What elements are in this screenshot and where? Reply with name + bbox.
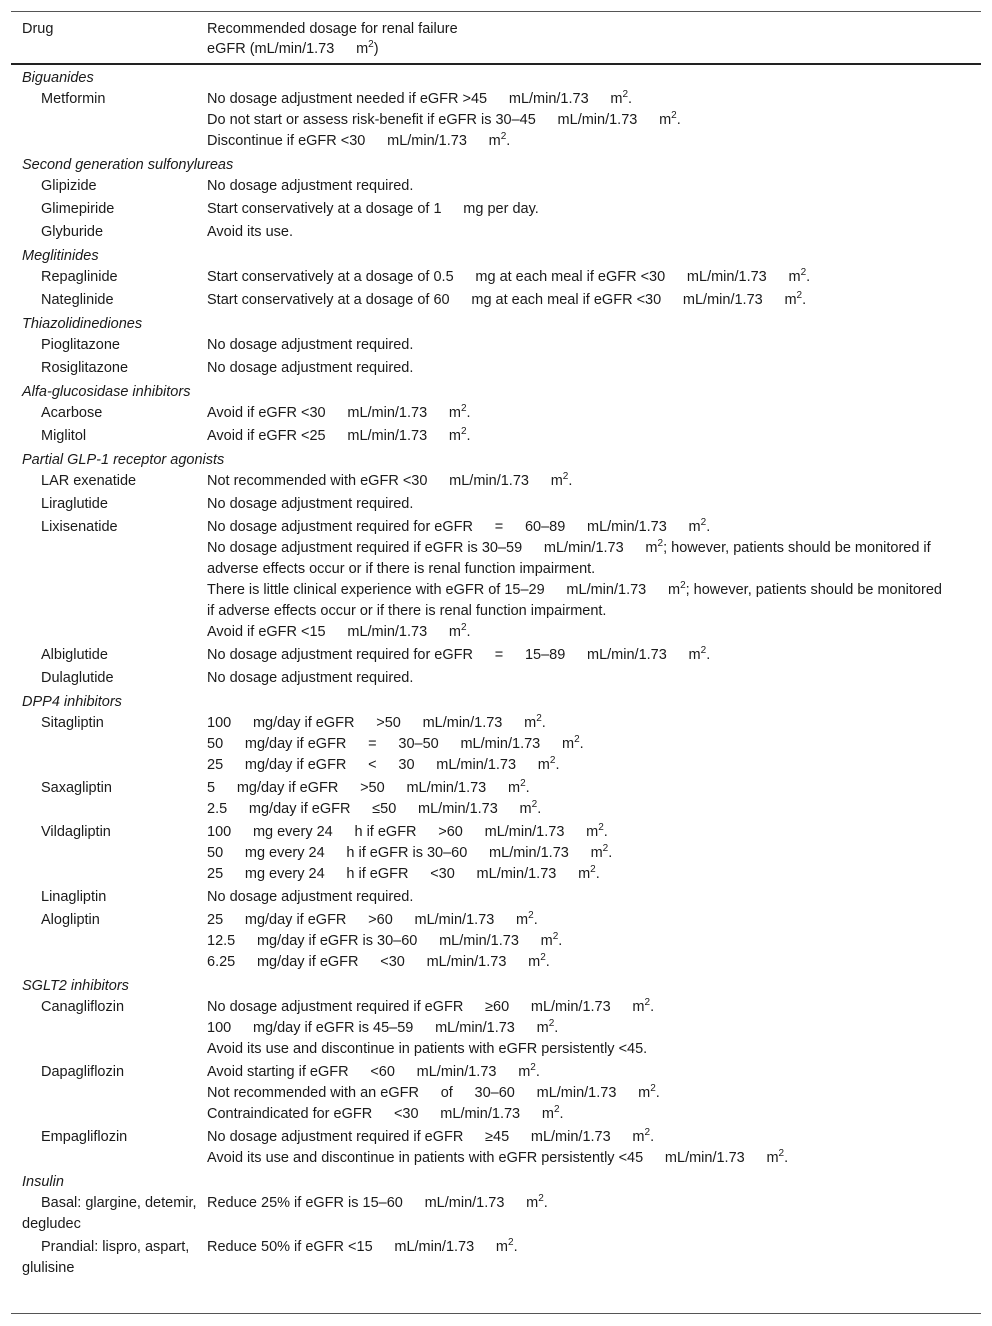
dosage-text-end: . <box>802 292 807 308</box>
dosage-text-end: . <box>541 715 546 731</box>
dosage-text-end: . <box>706 519 711 535</box>
table-row <box>11 426 981 447</box>
dosage-line <box>207 517 951 538</box>
dosage-cell <box>207 887 981 908</box>
table-row <box>11 222 981 243</box>
dosage-cell <box>207 199 981 220</box>
category-heading: SGLT2 inhibitors <box>22 978 129 994</box>
dosage-cell <box>207 426 981 447</box>
dosage-text-end: ; however, patients should be monitored if adverse effects occur or if there is renal function impairment. <box>207 582 942 619</box>
drug-name: Miglitol <box>41 428 87 444</box>
dosage-text: Reduce 50% if eGFR <15 mL/min/1.73 m <box>207 1239 508 1255</box>
dosage-line <box>207 1104 951 1125</box>
dosage-cell <box>207 997 981 1060</box>
table-row <box>11 358 981 379</box>
dosage-line <box>207 426 951 447</box>
dosage-cell <box>207 176 981 197</box>
dosage-text-end: . <box>559 1106 564 1122</box>
dosage-text: Discontinue if eGFR <30 mL/min/1.73 m <box>207 133 501 149</box>
category-heading: Meglitinides <box>22 248 99 264</box>
dosage-line <box>207 622 951 643</box>
unit-superscript: 2 <box>538 1193 544 1204</box>
dosage-line <box>207 778 951 799</box>
category-heading: Partial GLP-1 receptor agonists <box>22 452 225 468</box>
dosage-text: Avoid if eGFR <25 mL/min/1.73 m <box>207 428 461 444</box>
header-dosage-line1: Recommended dosage for renal failure <box>207 21 458 37</box>
drug-name: Alogliptin <box>41 912 100 928</box>
dosage-cell <box>207 668 981 689</box>
drug-name: Basal: glargine, detemir, degludec <box>22 1195 197 1232</box>
dosage-cell <box>207 290 981 311</box>
dosage-text: Start conservatively at a dosage of 0.5 mg at each meal if eGFR <30 mL/min/1.73 m <box>207 269 801 285</box>
drug-name: Sitagliptin <box>41 715 104 731</box>
dosage-text-end: . <box>595 866 600 882</box>
unit-superscript: 2 <box>552 931 559 942</box>
unit-superscript: 2 <box>520 778 526 789</box>
table-row <box>11 517 981 643</box>
dosage-text: 25 mg/day if eGFR < 30 mL/min/1.73 m <box>207 757 550 773</box>
dosage-text: 2.5 mg/day if eGFR ≤50 mL/min/1.73 m <box>207 801 532 817</box>
dosage-text: 12.5 mg/day if eGFR is 30–60 mL/min/1.73 m <box>207 933 553 949</box>
dosage-text-end: . <box>706 647 711 663</box>
dosage-line <box>207 199 951 220</box>
drug-name: Pioglitazone <box>41 337 120 353</box>
unit-superscript: 2 <box>671 110 677 121</box>
dosage-text: 50 mg every 24 h if eGFR is 30–60 mL/min/1.73 m <box>207 845 603 861</box>
unit-superscript: 2 <box>644 1127 651 1138</box>
dosage-line <box>207 755 951 776</box>
dosage-text: Start conservatively at a dosage of 60 mg at each meal if eGFR <30 mL/min/1.73 m <box>207 292 797 308</box>
dosage-cell <box>207 471 981 492</box>
dosage-text: 100 mg/day if eGFR is 45–59 mL/min/1.73 m <box>207 1020 549 1036</box>
dosage-line <box>207 176 951 197</box>
dosage-cell <box>207 1193 981 1235</box>
drug-name: Prandial: lispro, aspart, glulisine <box>22 1239 190 1276</box>
dosage-text-end: . <box>466 405 471 421</box>
table-row <box>11 335 981 356</box>
dosage-text: Start conservatively at a dosage of 1 mg per day. <box>207 201 539 217</box>
drug-name: Dapagliflozin <box>41 1064 125 1080</box>
dosage-cell <box>207 267 981 288</box>
dosage-line <box>207 1083 951 1104</box>
unit-superscript: 2 <box>460 426 467 437</box>
dosage-text-end: . <box>650 1129 655 1145</box>
dosage-text-end: . <box>543 1195 548 1211</box>
drug-name: Saxagliptin <box>41 780 112 796</box>
dosage-text: 100 mg/day if eGFR >50 mL/min/1.73 m <box>207 715 537 731</box>
drug-name: Acarbose <box>41 405 103 421</box>
dosage-text: Do not start or assess risk-benefit if eGFR is 30–45 mL/min/1.73 m <box>207 112 672 128</box>
dosage-text: No dosage adjustment required if eGFR ≥45 mL/min/1.73 m <box>207 1129 645 1145</box>
drug-name: LAR exenatide <box>41 473 137 489</box>
table-row <box>11 176 981 197</box>
unit-superscript: 2 <box>602 843 609 854</box>
dosage-text: Avoid if eGFR <30 mL/min/1.73 m <box>207 405 461 421</box>
category-heading: Thiazolidinediones <box>22 316 143 332</box>
dosage-line <box>207 538 951 580</box>
dosage-line <box>207 668 951 689</box>
dosage-text: There is little clinical experience with eGFR of 15–29 mL/min/1.73 m <box>207 582 681 598</box>
unit-superscript: 2 <box>574 734 580 745</box>
dosage-text: No dosage adjustment required if eGFR is 30–59 mL/min/1.73 m <box>207 540 658 556</box>
dosage-line <box>207 1127 951 1148</box>
dosage-line <box>207 267 951 288</box>
dosage-line <box>207 290 951 311</box>
table-row <box>11 713 981 776</box>
dosage-text-end: . <box>579 736 584 752</box>
table-row <box>11 1127 981 1169</box>
dosage-line <box>207 494 951 515</box>
dosage-text: No dosage adjustment required if eGFR ≥60 mL/min/1.73 m <box>207 999 645 1015</box>
dosage-cell <box>207 645 981 666</box>
dosage-text: Not recommended with eGFR <30 mL/min/1.73 m <box>207 473 563 489</box>
drug-name: Glipizide <box>41 178 97 194</box>
table-header-rule <box>11 63 981 65</box>
drug-name: Linagliptin <box>41 889 107 905</box>
table-row <box>11 910 981 973</box>
dosage-text-end: . <box>628 91 633 107</box>
dosage-line <box>207 131 951 152</box>
dosage-line <box>207 335 951 356</box>
drug-name: Canagliflozin <box>41 999 125 1015</box>
dosage-line <box>207 843 951 864</box>
drug-name: Rosiglitazone <box>41 360 129 376</box>
dosage-text-end: . <box>603 824 608 840</box>
header-unit-end: ) <box>373 41 379 57</box>
dosage-text: 100 mg every 24 h if eGFR >60 mL/min/1.73 m <box>207 824 599 840</box>
dosage-line <box>207 222 951 243</box>
unit-superscript: 2 <box>460 403 467 414</box>
dosage-cell <box>207 222 981 243</box>
unit-superscript: 2 <box>657 538 664 549</box>
dosage-line <box>207 1193 951 1214</box>
unit-superscript: 2 <box>531 799 538 810</box>
header-drug: Drug <box>22 21 54 37</box>
dosage-text: No dosage adjustment required. <box>207 337 414 353</box>
dosage-line <box>207 799 951 820</box>
dosage-text: No dosage adjustment required. <box>207 360 414 376</box>
dosage-line <box>207 713 951 734</box>
dosage-cell <box>207 1237 981 1279</box>
table-row <box>11 267 981 288</box>
unit-superscript: 2 <box>460 622 467 633</box>
dosage-cell <box>207 517 981 643</box>
drug-name: Nateglinide <box>41 292 114 308</box>
dosage-text-end: . <box>466 428 471 444</box>
dosage-text: Avoid its use and discontinue in patients with eGFR persistently <45 mL/min/1.73 m <box>207 1150 779 1166</box>
table-row <box>11 89 981 152</box>
dosage-text: Avoid starting if eGFR <60 mL/min/1.73 m <box>207 1064 531 1080</box>
dosage-line <box>207 1237 951 1258</box>
unit-superscript: 2 <box>562 471 569 482</box>
dosage-text-end: . <box>784 1150 789 1166</box>
dosage-text: No dosage adjustment required. <box>207 178 414 194</box>
dosage-text-end: . <box>466 624 471 640</box>
unit-superscript: 2 <box>622 89 629 100</box>
category-heading: DPP4 inhibitors <box>22 694 122 710</box>
dosage-line <box>207 931 951 952</box>
unit-superscript: 2 <box>590 864 596 875</box>
dosage-cell <box>207 713 981 776</box>
dosage-text: No dosage adjustment needed if eGFR >45 mL/min/1.73 m <box>207 91 623 107</box>
drug-name: Dulaglutide <box>41 670 114 686</box>
unit-superscript: 2 <box>528 910 534 921</box>
unit-superscript: 2 <box>549 755 556 766</box>
dosage-text-end: . <box>537 801 542 817</box>
dosage-line <box>207 1018 951 1039</box>
unit-superscript: 2 <box>778 1148 785 1159</box>
unit-superscript: 2 <box>700 517 707 528</box>
dosage-line <box>207 110 951 131</box>
dosage-line <box>207 864 951 885</box>
drug-name: Glyburide <box>41 224 104 240</box>
dosage-text-end: . <box>554 1020 559 1036</box>
table-row <box>11 199 981 220</box>
dosage-line <box>207 952 951 973</box>
category-heading: Second generation sulfonylureas <box>22 157 234 173</box>
dosage-line <box>207 358 951 379</box>
table-row <box>11 822 981 885</box>
table-row <box>11 494 981 515</box>
dosage-cell <box>207 910 981 973</box>
dosage-cell <box>207 335 981 356</box>
header-dosage <box>207 19 977 59</box>
unit-superscript: 2 <box>800 267 807 278</box>
dosage-line <box>207 471 951 492</box>
category-heading: Insulin <box>22 1174 64 1190</box>
dosage-cell <box>207 494 981 515</box>
drug-name: Vildagliptin <box>41 824 111 840</box>
header-unit-sup: 2 <box>368 39 374 50</box>
dosage-line <box>207 403 951 424</box>
dosage-text: 25 mg every 24 h if eGFR <30 mL/min/1.73 m <box>207 866 591 882</box>
dosage-text-end: . <box>650 999 655 1015</box>
header-unit-text: eGFR (mL/min/1.73 m <box>207 41 369 57</box>
table-row <box>11 645 981 666</box>
dosage-text-end: . <box>555 757 560 773</box>
dosage-text: Reduce 25% if eGFR is 15–60 mL/min/1.73 m <box>207 1195 539 1211</box>
dosage-line <box>207 887 951 908</box>
drug-name: Lixisenatide <box>41 519 118 535</box>
table-row <box>11 997 981 1060</box>
dosage-text: No dosage adjustment required. <box>207 496 414 512</box>
table-bottom-rule <box>11 1313 981 1314</box>
unit-superscript: 2 <box>680 580 686 591</box>
dosage-line <box>207 580 951 622</box>
dosage-text-end: . <box>545 954 550 970</box>
dosage-cell <box>207 1127 981 1169</box>
unit-superscript: 2 <box>540 952 546 963</box>
dosage-cell <box>207 1062 981 1125</box>
dosage-line <box>207 997 951 1018</box>
dosage-text-end: . <box>558 933 563 949</box>
unit-superscript: 2 <box>508 1237 514 1248</box>
dosage-cell <box>207 403 981 424</box>
dosage-cell <box>207 822 981 885</box>
drug-name: Metformin <box>41 91 106 107</box>
table-row <box>11 471 981 492</box>
dosage-text-end: . <box>506 133 511 149</box>
dosage-text-end: . <box>525 780 530 796</box>
dosage-line <box>207 645 951 666</box>
unit-superscript: 2 <box>644 997 651 1008</box>
dosage-text: Avoid if eGFR <15 mL/min/1.73 m <box>207 624 461 640</box>
dosage-text: Not recommended with an eGFR of 30–60 mL/min/1.73 m <box>207 1085 651 1101</box>
dosage-text-end: . <box>533 912 538 928</box>
dosage-line <box>207 89 951 110</box>
dosage-text: 5 mg/day if eGFR >50 mL/min/1.73 m <box>207 780 521 796</box>
dosage-text-end: . <box>535 1064 540 1080</box>
category-heading: Alfa-glucosidase inhibitors <box>22 384 191 400</box>
unit-superscript: 2 <box>796 290 803 301</box>
unit-superscript: 2 <box>650 1083 656 1094</box>
unit-superscript: 2 <box>548 1018 555 1029</box>
table-top-rule <box>11 11 981 12</box>
dosage-line <box>207 910 951 931</box>
dosage-text-end: . <box>568 473 573 489</box>
drug-name: Repaglinide <box>41 269 118 285</box>
dosage-text-end: . <box>655 1085 660 1101</box>
table-row <box>11 778 981 820</box>
dosage-line <box>207 734 951 755</box>
dosage-text: No dosage adjustment required. <box>207 889 414 905</box>
dosage-text-end: . <box>676 112 681 128</box>
dosage-text-end: . <box>513 1239 518 1255</box>
dosage-text-end: . <box>608 845 613 861</box>
dosage-text: 50 mg/day if eGFR = 30–50 mL/min/1.73 m <box>207 736 575 752</box>
dosage-text: No dosage adjustment required for eGFR = 60–89 mL/min/1.73 m <box>207 519 701 535</box>
table-row <box>11 290 981 311</box>
unit-superscript: 2 <box>598 822 604 833</box>
dosage-text: Contraindicated for eGFR <30 mL/min/1.73 m <box>207 1106 554 1122</box>
dosage-cell <box>207 89 981 152</box>
dosage-line <box>207 1148 951 1169</box>
dosage-cell <box>207 778 981 820</box>
unit-superscript: 2 <box>553 1104 560 1115</box>
table-row <box>11 887 981 908</box>
dosage-text: 25 mg/day if eGFR >60 mL/min/1.73 m <box>207 912 529 928</box>
dosage-line <box>207 1062 951 1083</box>
unit-superscript: 2 <box>700 645 707 656</box>
table-row <box>11 1237 981 1279</box>
dosage-text: Avoid its use. <box>207 224 293 240</box>
dosage-text: 6.25 mg/day if eGFR <30 mL/min/1.73 m <box>207 954 541 970</box>
dosage-text-end: ; however, patients should be monitored if adverse effects occur or if there is renal function impairment. <box>207 540 931 577</box>
drug-name: Albiglutide <box>41 647 108 663</box>
drug-name: Empagliflozin <box>41 1129 128 1145</box>
table-row <box>11 1193 981 1235</box>
dosage-text-end: . <box>806 269 811 285</box>
table-row <box>11 668 981 689</box>
unit-superscript: 2 <box>536 713 542 724</box>
dosage-cell <box>207 358 981 379</box>
unit-superscript: 2 <box>530 1062 536 1073</box>
drug-name: Glimepiride <box>41 201 115 217</box>
table-row <box>11 403 981 424</box>
table-body <box>11 67 981 1281</box>
dosage-line <box>207 822 951 843</box>
table-row <box>11 1062 981 1125</box>
dosage-text: No dosage adjustment required. <box>207 670 414 686</box>
unit-superscript: 2 <box>500 131 507 142</box>
category-heading: Biguanides <box>22 70 94 86</box>
header-dosage-line2 <box>207 39 977 59</box>
dosage-text: No dosage adjustment required for eGFR = 15–89 mL/min/1.73 m <box>207 647 701 663</box>
drug-name: Liraglutide <box>41 496 108 512</box>
dosage-line <box>207 1039 951 1060</box>
dosage-text: Avoid its use and discontinue in patients with eGFR persistently <45. <box>207 1041 648 1057</box>
